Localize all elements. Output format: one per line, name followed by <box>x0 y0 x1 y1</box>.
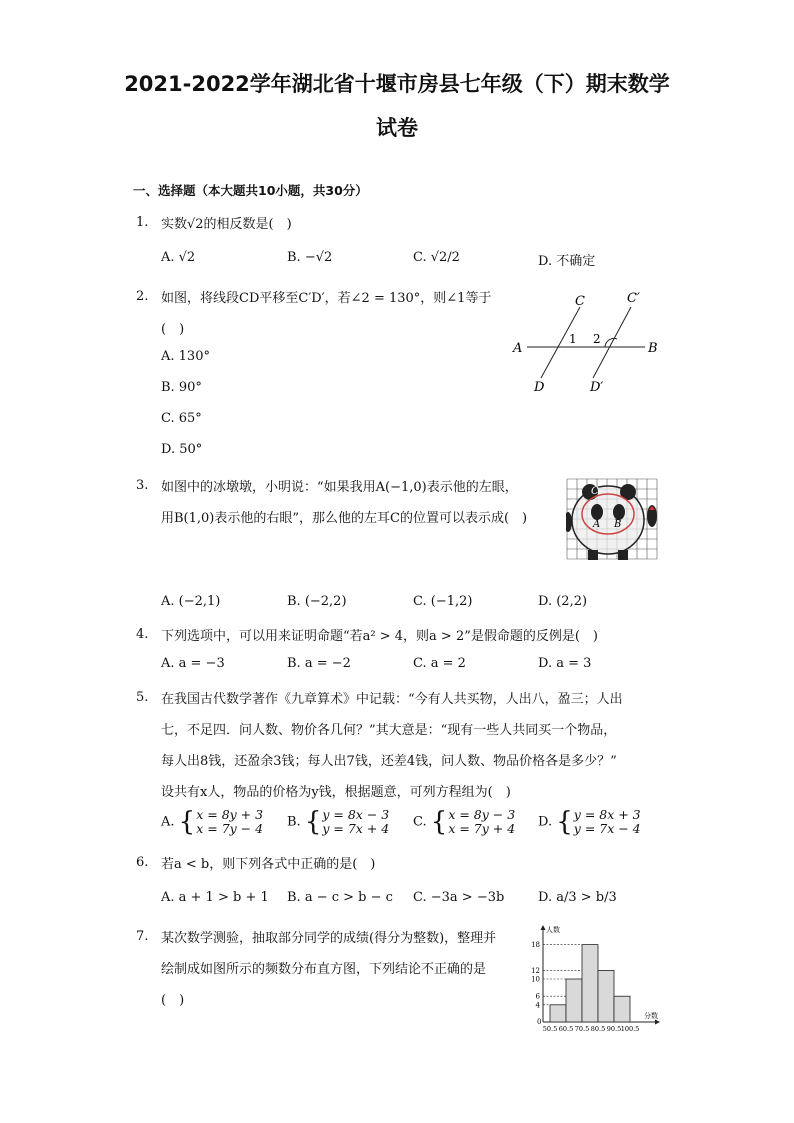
y-axis-label: 人数 <box>546 926 560 934</box>
label-b: B <box>648 341 658 356</box>
q5-option-c <box>413 808 515 836</box>
brace-icon: { <box>304 807 322 837</box>
x-tick-100.5: 100.5 <box>620 1025 640 1033</box>
q5-option-a-label: A. <box>161 814 175 830</box>
x-tick-90.5: 90.5 <box>606 1025 622 1033</box>
right-eye-patch <box>613 504 625 520</box>
point-c-label: C <box>591 486 599 497</box>
x-axis-arrow <box>655 1020 660 1025</box>
q5-option-b-label: B. <box>287 814 301 830</box>
x-tick-80.5: 80.5 <box>590 1025 606 1033</box>
q6-option-a: A. a + 1 > b + 1 <box>161 890 269 905</box>
q6-option-d: D. a/3 > b/3 <box>538 890 617 905</box>
label-a: A <box>513 341 523 356</box>
point-b-label: B <box>614 519 622 530</box>
left-eye-patch <box>591 504 603 520</box>
q5-a-eq2: x = 7y − 4 <box>196 821 264 836</box>
q5-c-eq1: x = 8y − 3 <box>448 807 516 822</box>
bar-90.5–100.5 <box>614 996 630 1022</box>
parallel-lines-figure <box>505 285 665 400</box>
question-3-stem: 如图中的冰墩墩，小明说：“如果我用A(−1,0)表示他的左眼， <box>161 480 518 495</box>
bar-80.5–90.5 <box>598 970 614 1022</box>
bar-60.5–70.5 <box>566 979 582 1022</box>
question-6-stem: 若a < b，则下列各式中正确的是( ) <box>161 857 376 872</box>
q1-option-c: C. √2/2 <box>413 250 460 265</box>
angle-2-label: 2 <box>593 332 601 346</box>
q5-b-eq1: y = 8x − 3 <box>322 807 390 822</box>
q3-option-a: A. (−2,1) <box>161 594 221 609</box>
x-axis-label: 分数 <box>644 1012 658 1020</box>
q6-option-c: C. −3a > −3b <box>413 890 505 905</box>
paper-title-line1: 2021-2022学年湖北省十堰市房县七年级（下）期末数学 <box>124 72 670 96</box>
q1-option-b: B. −√2 <box>287 250 333 265</box>
point-a-label: A <box>593 519 601 530</box>
question-7-stem-line3: ( ) <box>161 993 185 1008</box>
label-d-prime: D′ <box>590 380 604 395</box>
q5-d-eq2: y = 7x − 4 <box>573 821 641 836</box>
frequency-histogram <box>523 922 663 1034</box>
q1-option-d: D. 不确定 <box>538 254 596 269</box>
question-2-stem-cont: ( ) <box>161 322 185 337</box>
bar-50.5–60.5 <box>550 1005 566 1022</box>
q5-a-eq1: x = 8y + 3 <box>196 807 264 822</box>
question-7-stem-line1: 某次数学测验，抽取部分同学的成绩(得分为整数)，整理并 <box>161 931 497 946</box>
label-c: C <box>575 294 585 309</box>
q6-option-b: B. a − c > b − c <box>287 890 393 905</box>
q5-option-d <box>538 808 641 836</box>
angle-1-label: 1 <box>569 332 577 346</box>
y-tick-6: 6 <box>535 992 540 1001</box>
y-tick-4: 4 <box>535 1001 540 1010</box>
q5-option-a <box>161 808 263 836</box>
q4-option-b: B. a = −2 <box>287 656 351 671</box>
left-foot <box>588 550 598 560</box>
q5-c-eq2: x = 7y + 4 <box>448 821 516 836</box>
q2-option-c: C. 65° <box>161 411 202 426</box>
section-heading: 一、选择题（本大题共10小题，共30分） <box>133 183 368 198</box>
q2-option-b: B. 90° <box>161 380 202 395</box>
question-2-stem: 如图，将线段CD平移至C′D′，若∠2 = 130°，则∠1等于 <box>161 291 492 306</box>
question-5-stem-line4: 设共有x人，物品的价格为y钱，根据题意，可列方程组为( ) <box>161 785 511 800</box>
paper-title-line2: 试卷 <box>376 116 418 140</box>
q5-option-d-label: D. <box>538 814 553 830</box>
question-3-number: 3. <box>136 478 149 493</box>
brace-icon: { <box>430 807 448 837</box>
question-5-stem-line1: 在我国古代数学著作《九章算术》中记载：“今有人共买物，人出八，盈三；人出 <box>161 692 623 707</box>
q2-option-a: A. 130° <box>161 349 210 364</box>
q3-option-d: D. (2,2) <box>538 594 588 609</box>
question-5-stem-line2: 七，不足四．问人数、物价各几何？”其大意是：“现有一些人共同买一个物品， <box>161 723 617 738</box>
brace-icon: { <box>178 807 196 837</box>
question-2-number: 2. <box>136 289 149 304</box>
x-tick-60.5: 60.5 <box>558 1025 574 1033</box>
y-tick-10: 10 <box>531 975 540 984</box>
q5-option-b <box>287 808 389 836</box>
label-d: D <box>534 380 545 395</box>
q5-d-eq1: y = 8x + 3 <box>573 807 641 822</box>
brace-icon: { <box>556 807 573 837</box>
question-6-number: 6. <box>136 855 149 870</box>
origin-label: 0 <box>537 1018 542 1026</box>
q1-option-a: A. √2 <box>161 250 196 265</box>
x-tick-50.5: 50.5 <box>542 1025 558 1033</box>
y-tick-12: 12 <box>531 966 540 975</box>
question-4-stem: 下列选项中，可以用来证明命题“若a² > 4，则a > 2”是假命题的反例是( ) <box>161 629 599 644</box>
question-3-stem-cont: 用B(1,0)表示他的右眼”，那么他的左耳C的位置可以表示成( ) <box>161 511 528 526</box>
q4-option-c: C. a = 2 <box>413 656 466 671</box>
q5-option-c-label: C. <box>413 814 427 830</box>
x-tick-70.5: 70.5 <box>574 1025 590 1033</box>
question-7-stem-line2: 绘制成如图所示的频数分布直方图，下列结论不正确的是 <box>161 962 487 977</box>
question-1-number: 1. <box>136 215 149 230</box>
question-5-stem-line3: 每人出8钱，还盈余3钱；每人出7钱，还差4钱，问人数、物品价格各是多少？” <box>161 754 617 769</box>
question-1-stem: 实数√2的相反数是( ) <box>161 217 292 232</box>
question-4-number: 4. <box>136 627 149 642</box>
q4-option-a: A. a = −3 <box>161 656 225 671</box>
q3-option-c: C. (−1,2) <box>413 594 473 609</box>
question-7-number: 7. <box>136 929 149 944</box>
q5-b-eq2: y = 7x + 4 <box>322 821 390 836</box>
bing-dwen-dwen-figure <box>566 478 658 564</box>
label-c-prime: C′ <box>627 291 640 306</box>
right-foot <box>618 550 628 560</box>
angle-2-arc <box>605 338 617 347</box>
y-axis-arrow <box>541 925 546 930</box>
q3-option-b: B. (−2,2) <box>287 594 347 609</box>
q4-option-d: D. a = 3 <box>538 656 592 671</box>
bar-70.5–80.5 <box>582 945 598 1022</box>
q2-option-d: D. 50° <box>161 442 203 457</box>
question-5-number: 5. <box>136 690 149 705</box>
y-tick-18: 18 <box>531 941 540 950</box>
